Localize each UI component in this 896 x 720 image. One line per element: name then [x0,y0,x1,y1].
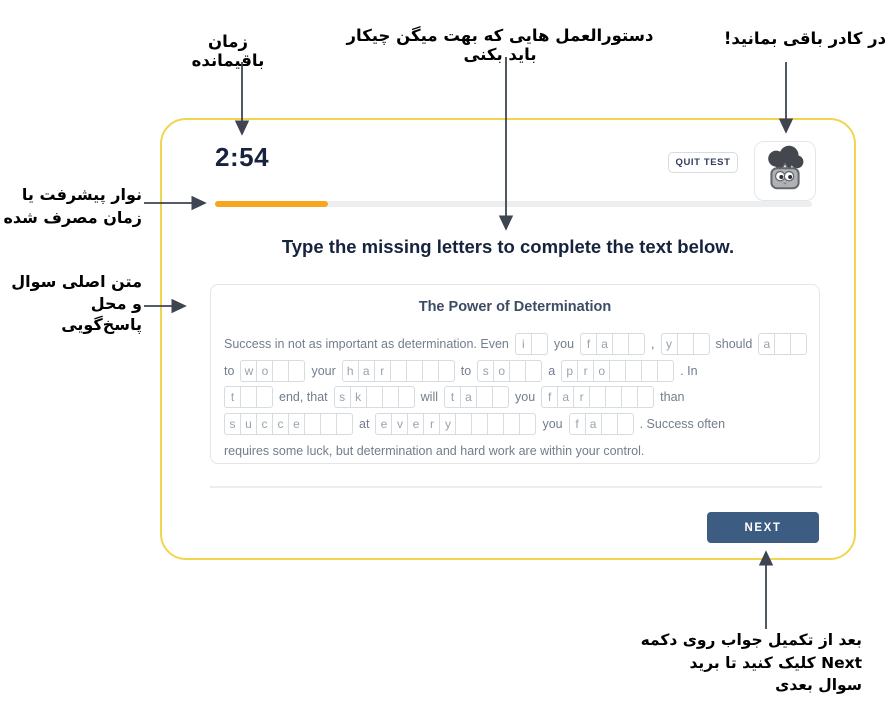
letter-cell-input[interactable] [320,413,337,435]
test-card [160,118,856,560]
letter-cell-input[interactable] [519,413,536,435]
passage-text: to [224,363,235,378]
annotation-question-line1: متن اصلی سوال [11,272,142,291]
letter-cell-prefilled: o [493,360,510,382]
letter-cell-input[interactable] [605,386,622,408]
letter-cell-prefilled: a [460,386,477,408]
letter-cell-input[interactable] [621,386,638,408]
letter-cell-input[interactable] [657,360,674,382]
letter-cell-input[interactable] [438,360,455,382]
passage-line [224,437,809,464]
letter-cell-input[interactable] [589,386,606,408]
letter-cell-input[interactable] [531,333,548,355]
letter-cell-prefilled: e [288,413,305,435]
letter-cell-prefilled: e [407,413,424,435]
letter-cell-prefilled: a [557,386,574,408]
passage-text: end, that [279,390,328,405]
annotation-progress-bar [0,183,142,229]
progress-bar [215,201,812,207]
letter-box-group [561,360,674,382]
annotation-next-line3: سوال بعدی [775,676,862,694]
letter-cell-input[interactable] [304,413,321,435]
passage-text: you [515,390,536,405]
letter-cell-prefilled: r [573,386,590,408]
letter-box-group [515,333,548,355]
passage-line [224,331,809,358]
question-heading: Type the missing letters to complete the text below. [281,236,735,257]
letter-cell-prefilled: f [569,413,586,435]
letter-box-group [661,333,710,355]
letter-cell-input[interactable] [398,386,415,408]
letter-cell-prefilled: h [342,360,359,382]
letter-cell-input[interactable] [336,413,353,435]
annotation-next-line1: بعد از تکمیل جواب روی دکمه [640,631,862,649]
progress-bar-fill [215,201,328,207]
letter-cell-input[interactable] [256,386,273,408]
letter-cell-input[interactable] [471,413,488,435]
letter-cell-input[interactable] [288,360,305,382]
letter-cell-prefilled: a [358,360,375,382]
letter-cell-input[interactable] [617,413,634,435]
passage-text: your [311,363,336,378]
letter-cell-prefilled: o [256,360,273,382]
letter-box-group [224,386,273,408]
letter-cell-prefilled: s [334,386,351,408]
passage-title: The Power of Determination [418,299,612,315]
passage-text: Success in not as important as determination. Even [224,337,509,352]
letter-cell-prefilled: f [580,333,597,355]
letter-box-group [541,386,654,408]
letter-cell-prefilled: p [561,360,578,382]
letter-cell-prefilled: k [350,386,367,408]
letter-cell-input[interactable] [637,386,654,408]
annotation-instructions: دستورالعمل هایی که بهت میگن چیکار باید بکنی [346,26,654,64]
letter-box-group [758,333,807,355]
letter-cell-prefilled: o [593,360,610,382]
annotation-remaining-time: زمان باقیمانده [191,32,265,70]
passage-line [224,411,809,438]
letter-cell-prefilled: e [375,413,392,435]
passage-line [224,358,809,385]
passage-text: a [548,363,556,378]
annotation-next-hint [630,629,862,697]
letter-cell-input[interactable] [503,413,520,435]
letter-cell-prefilled: a [758,333,775,355]
passage-text: you [553,337,575,352]
next-button[interactable]: NEXT [707,512,819,543]
passage-text: requires some luck, but determination and hard work are within your control. [224,443,645,458]
letter-cell-input[interactable] [612,333,629,355]
annotation-question-line2: و محل [90,293,142,313]
letter-cell-input[interactable] [390,360,407,382]
letter-box-group [580,333,645,355]
camera-preview-tile [754,141,816,201]
letter-cell-input[interactable] [422,360,439,382]
letter-cell-prefilled: s [224,413,241,435]
passage-text: . Success often [639,417,726,432]
letter-cell-prefilled: u [240,413,257,435]
annotation-question-area [0,271,142,336]
timer: 2:54 [215,142,270,172]
letter-cell-input[interactable] [609,360,626,382]
letter-cell-prefilled: i [515,333,532,355]
passage-text: you [542,417,563,432]
letter-cell-prefilled: r [374,360,391,382]
letter-cell-input[interactable] [693,333,710,355]
letter-cell-input[interactable] [641,360,658,382]
letter-cell-prefilled: y [439,413,456,435]
letter-cell-input[interactable] [272,360,289,382]
passage-line [224,384,809,411]
passage-text: . In [680,363,698,378]
letter-cell-input[interactable] [601,413,618,435]
letter-box-group [477,360,542,382]
letter-cell-input[interactable] [366,386,383,408]
annotation-question-line3: پاسخ‌گویی [61,315,142,334]
letter-cell-input[interactable] [677,333,694,355]
letter-cell-input[interactable] [406,360,423,382]
letter-cell-prefilled: w [240,360,257,382]
passage-text: , [651,337,655,352]
annotation-progress-line2: زمان مصرف شده [3,208,142,227]
letter-cell-input[interactable] [774,333,791,355]
annotation-next-line2: Next کلیک کنید تا برید [689,653,862,672]
quit-test-button[interactable]: QUIT TEST [668,152,738,173]
letter-cell-input[interactable] [492,386,509,408]
letter-cell-input[interactable] [487,413,504,435]
letter-cell-input[interactable] [382,386,399,408]
letter-cell-input[interactable] [790,333,807,355]
letter-box-group [224,413,353,435]
letter-cell-input[interactable] [476,386,493,408]
letter-cell-prefilled: r [577,360,594,382]
letter-cell-input[interactable] [455,413,472,435]
letter-cell-prefilled: t [224,386,241,408]
passage-text: will [420,390,439,405]
annotation-stay-in-frame: در کادر باقی بمانید! [723,29,887,48]
letter-box-group [342,360,455,382]
letter-box-group [334,386,415,408]
letter-cell-input[interactable] [625,360,642,382]
passage-text: to [460,363,472,378]
letter-box-group [444,386,509,408]
letter-box-group [569,413,634,435]
passage-body [224,331,809,464]
letter-cell-input[interactable] [509,360,526,382]
proctor-robot-icon [761,145,809,198]
letter-cell-prefilled: s [477,360,494,382]
letter-cell-input[interactable] [240,386,257,408]
passage-text: at [359,417,370,432]
letter-cell-prefilled: a [585,413,602,435]
footer-divider [210,486,822,488]
letter-cell-prefilled: c [256,413,273,435]
passage-text: should [715,337,753,352]
letter-cell-prefilled: y [661,333,678,355]
letter-cell-prefilled: t [444,386,461,408]
letter-cell-input[interactable] [525,360,542,382]
letter-cell-prefilled: c [272,413,289,435]
letter-cell-input[interactable] [628,333,645,355]
letter-cell-prefilled: a [596,333,613,355]
annotation-progress-line1: نوار پیشرفت یا [21,185,142,204]
passage-text: than [660,390,685,405]
passage-panel [210,284,820,464]
letter-box-group [375,413,536,435]
letter-box-group [240,360,305,382]
letter-cell-prefilled: f [541,386,558,408]
letter-cell-prefilled: v [391,413,408,435]
letter-cell-prefilled: r [423,413,440,435]
